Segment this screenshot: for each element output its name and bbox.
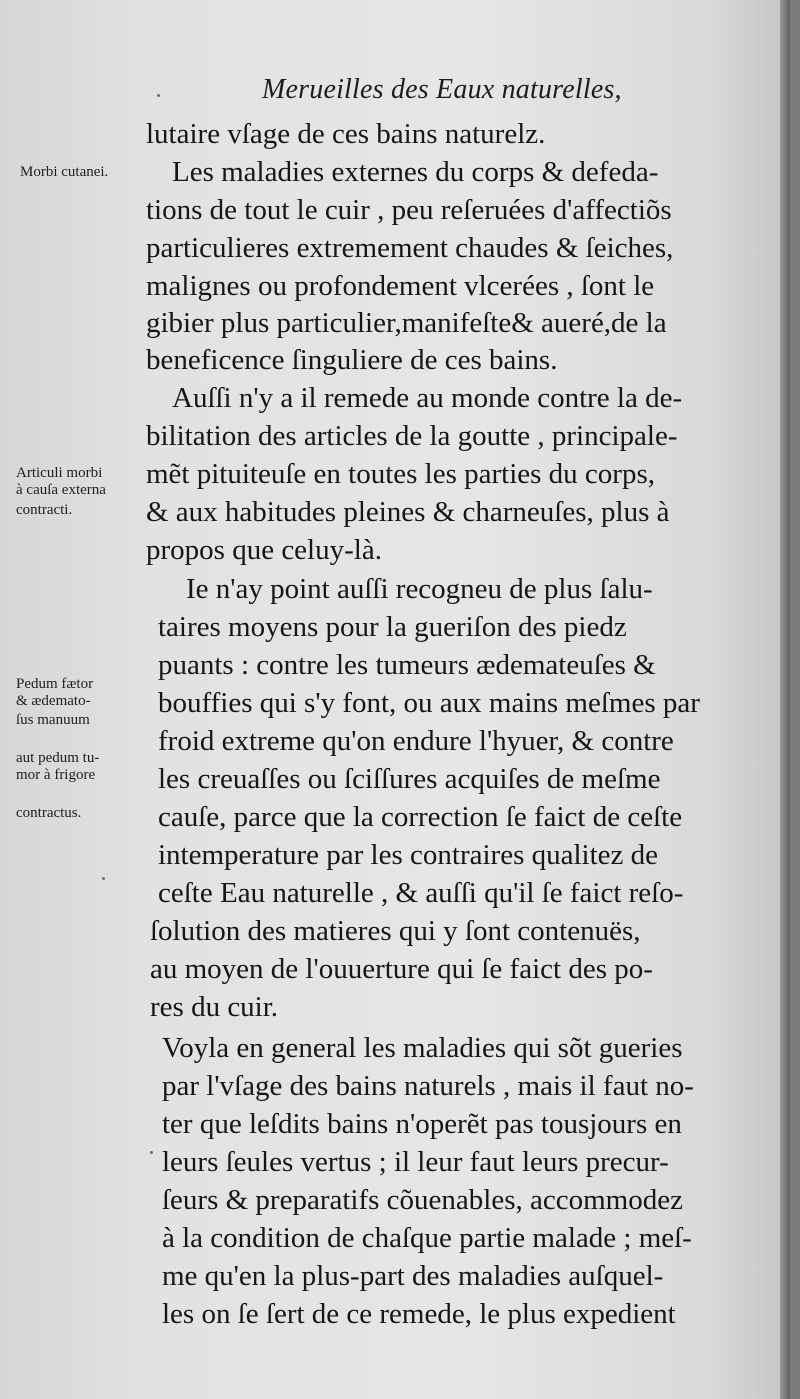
body-line: Ie n'ay point auſſi recogneu de plus ſalu- xyxy=(186,573,653,605)
body-line: particulieres extremement chaudes & ſeiches, xyxy=(146,232,674,264)
body-line: bouffies qui s'y font, ou aux mains meſmes par xyxy=(158,687,700,719)
margin-note-pedum: & ædemato- xyxy=(16,693,91,709)
body-line: mẽt pituiteuſe en toutes les parties du corps, xyxy=(146,458,655,490)
body-line: ceſte Eau naturelle , & auſſi qu'il ſe faict reſo- xyxy=(158,877,684,909)
body-line: les on ſe ſert de ce remede, le plus expedient xyxy=(162,1298,676,1330)
body-line: beneficence ſinguliere de ces bains. xyxy=(146,344,558,376)
body-line: malignes ou profondement vlcerées , ſont le xyxy=(146,270,655,302)
margin-note-cutanei: Morbi cutanei. xyxy=(20,164,109,180)
body-line: Voyla en general les maladies qui sõt gueries xyxy=(162,1032,683,1064)
margin-note-pedum: mor à frigore xyxy=(16,767,96,783)
margin-note-articuli: à cauſa externa xyxy=(16,482,106,498)
paper-speck xyxy=(157,94,160,97)
page-edge-shadow xyxy=(780,0,790,1399)
body-line: res du cuir. xyxy=(150,991,279,1023)
body-line: froid extreme qu'on endure l'hyuer, & contre xyxy=(158,725,674,757)
body-line: & aux habitudes pleines & charneuſes, plus à xyxy=(146,496,670,528)
margin-note-pedum: Pedum fætor xyxy=(16,676,94,692)
margin-note-articuli: Articuli morbi xyxy=(16,465,103,481)
body-line: ſolution des matieres qui y ſont contenuës, xyxy=(150,915,641,947)
body-line: puants : contre les tumeurs ædemateuſes & xyxy=(158,649,656,681)
body-line: intemperature par les contraires qualitez de xyxy=(158,839,659,871)
margin-note-articuli: contracti. xyxy=(16,502,73,518)
body-line: Auſſi n'y a il remede au monde contre la de- xyxy=(172,382,683,414)
body-line: bilitation des articles de la goutte , principale- xyxy=(146,420,678,452)
body-line: cauſe, parce que la correction ſe faict de ceſte xyxy=(158,801,683,833)
body-line: gibier plus particulier,manifeſte& aueré,de la xyxy=(146,307,667,339)
body-line: leurs ſeules vertus ; il leur faut leurs precur- xyxy=(162,1146,669,1178)
body-line: Les maladies externes du corps & defeda- xyxy=(172,156,659,188)
body-line: les creuaſſes ou ſciſſures acquiſes de meſme xyxy=(158,763,661,795)
body-line: me qu'en la plus-part des maladies auſquel- xyxy=(162,1260,664,1292)
body-line: ter que leſdits bains n'operẽt pas tousjours en xyxy=(162,1108,682,1140)
paper-speck xyxy=(150,1151,153,1154)
margin-note-pedum: ſus manuum xyxy=(16,712,90,728)
margin-note-pedum: aut pedum tu- xyxy=(16,750,100,766)
running-head: Merueilles des Eaux naturelles, xyxy=(262,74,622,105)
paper-speck xyxy=(102,877,105,880)
body-line: par l'vſage des bains naturels , mais il faut no- xyxy=(162,1070,694,1102)
body-line: propos que celuy-là. xyxy=(146,534,382,566)
body-line: au moyen de l'ouuerture qui ſe faict des po- xyxy=(150,953,653,985)
body-line: à la condition de chaſque partie malade ; meſ- xyxy=(162,1222,692,1254)
body-line: tions de tout le cuir , peu reſeruées d'affectiõs xyxy=(146,194,672,226)
body-line: ſeurs & preparatifs cõuenables, accommodez xyxy=(162,1184,683,1216)
body-line: taires moyens pour la gueriſon des piedz xyxy=(158,611,627,643)
body-line: lutaire vſage de ces bains naturelz. xyxy=(146,118,546,150)
margin-note-pedum: contractus. xyxy=(16,805,82,821)
